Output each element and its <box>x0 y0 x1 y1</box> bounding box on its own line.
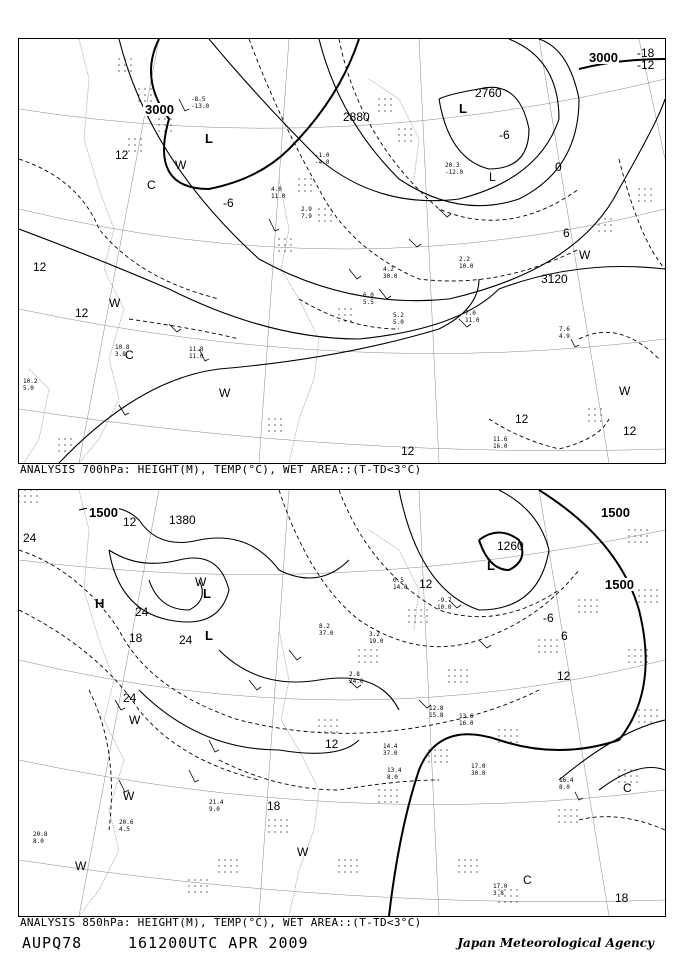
station-temp: 2.9 <box>301 206 312 213</box>
low-center: L <box>459 101 467 116</box>
station-plot <box>445 162 463 176</box>
station-plot <box>559 777 574 791</box>
station-plot <box>119 819 134 833</box>
station-temp: 21.4 <box>209 799 224 806</box>
valid-time: 161200UTC APR 2009 <box>128 934 309 952</box>
station-plot <box>349 671 364 685</box>
warm-center: W <box>75 859 87 873</box>
station-temp: -1.0 <box>315 152 330 159</box>
station-dewpoint: 4.9 <box>559 333 570 340</box>
isotherm-label: 12 <box>75 306 89 320</box>
height-labels <box>143 50 619 286</box>
cold-center: C <box>125 348 134 362</box>
station-temp: -8.5 <box>191 96 206 103</box>
station-temp: 2.2 <box>459 256 470 263</box>
station-temp: 2.8 <box>349 671 360 678</box>
station-dewpoint: 10.0 <box>459 263 474 270</box>
station-dewpoint: 8.0 <box>387 774 398 781</box>
height-label: 2880 <box>343 110 370 124</box>
station-temp: 5.2 <box>393 312 404 319</box>
station-dewpoint: 9.0 <box>209 806 220 813</box>
station-temp: 3.2 <box>369 631 380 638</box>
height-label: 3120 <box>541 272 568 286</box>
isotherm-label: -6 <box>499 128 510 142</box>
station-dewpoint: 16.0 <box>493 443 508 450</box>
station-plot <box>459 256 474 270</box>
isotherm-label: 12 <box>401 444 415 458</box>
warm-center: W <box>579 248 591 262</box>
pressure-centers <box>75 558 632 887</box>
station-plot <box>393 312 404 326</box>
isotherm-label: 12 <box>557 669 571 683</box>
station-temp: 20.3 <box>445 162 460 169</box>
station-plot <box>189 346 204 360</box>
station-temp: 14.4 <box>383 743 398 750</box>
station-plot <box>191 96 209 110</box>
station-temp: 7.0 <box>465 310 476 317</box>
station-plot <box>369 631 384 645</box>
station-dewpoint: 30.0 <box>471 770 486 777</box>
station-plot <box>271 186 286 200</box>
isotherm-label: 12 <box>419 577 433 591</box>
cold-center: C <box>623 781 632 795</box>
station-plot <box>33 831 48 845</box>
station-plot <box>301 206 312 220</box>
station-dewpoint: 5.0 <box>393 319 404 326</box>
station-temp: 20.6 <box>119 819 134 826</box>
cold-center: C <box>523 873 532 887</box>
station-plot <box>493 436 508 450</box>
isotherm-label: 18 <box>615 891 629 905</box>
station-temp: 6.0 <box>363 292 374 299</box>
station-dewpoint: 37.0 <box>319 630 334 637</box>
station-dewpoint: 7.9 <box>301 213 312 220</box>
height-label: 1380 <box>169 513 196 527</box>
warm-center: W <box>219 386 231 400</box>
warm-center: W <box>175 158 187 172</box>
isotherm-label: 12 <box>325 737 339 751</box>
isotherm-label: -18 <box>637 46 655 60</box>
station-dewpoint: 11.0 <box>271 193 286 200</box>
low-center: L <box>487 558 495 573</box>
isotherm-labels <box>33 46 655 458</box>
station-temp: 13.6 <box>459 713 474 720</box>
caption-850hpa: ANALYSIS 850hPa: HEIGHT(M), TEMP(°C), WET AREA::(T-TD<3°C) <box>20 916 422 929</box>
isotherm-label: 12 <box>115 148 129 162</box>
low-center: L <box>489 170 496 184</box>
bulletin-code: AUPQ78 <box>22 934 83 952</box>
station-temp: 11.8 <box>189 346 204 353</box>
station-temp: 16.4 <box>559 777 574 784</box>
chart-700hpa <box>18 38 666 464</box>
isotherm-label: 24 <box>135 605 149 619</box>
map-700hpa <box>19 39 665 463</box>
station-temp: -9.7 <box>437 597 452 604</box>
height-label: 1260 <box>497 539 524 553</box>
station-dewpoint: 19.0 <box>369 638 384 645</box>
low-center: L <box>203 586 211 601</box>
agency-name: Japan Meteorological Agency <box>457 936 654 950</box>
station-plot <box>429 705 444 719</box>
isotherm-label: 24 <box>123 691 137 705</box>
station-temp: 20.8 <box>33 831 48 838</box>
station-temp: 10.2 <box>23 378 38 385</box>
isotherm-label: 0 <box>555 160 562 174</box>
station-plot <box>465 310 480 324</box>
station-plot <box>383 743 398 757</box>
station-dewpoint: 8.0 <box>33 838 44 845</box>
station-temp: 13.4 <box>387 767 402 774</box>
warm-center: W <box>195 575 207 589</box>
station-plot <box>437 597 452 611</box>
station-temp: 7.6 <box>559 326 570 333</box>
isotherm-label: -6 <box>543 611 554 625</box>
isotherm-label: 12 <box>515 412 529 426</box>
isotherm-label: 12 <box>123 515 137 529</box>
station-plot <box>363 292 374 306</box>
station-dewpoint: 24.0 <box>349 678 364 685</box>
warm-center: W <box>109 296 121 310</box>
station-dewpoint: 5.5 <box>363 299 374 306</box>
station-temp: 8.2 <box>319 623 330 630</box>
height-label: 1500 <box>605 577 634 592</box>
station-dewpoint: 5.0 <box>23 385 34 392</box>
wind-barbs <box>119 99 579 415</box>
graticule <box>19 39 665 463</box>
isotherm-label: 24 <box>23 531 37 545</box>
isotherm-label: 24 <box>179 633 193 647</box>
station-dewpoint: 3.8 <box>115 351 126 358</box>
station-temp: 0.5 <box>393 577 404 584</box>
station-temp: 11.6 <box>493 436 508 443</box>
isotherm-labels <box>23 515 629 905</box>
station-dewpoint: 10.0 <box>437 604 452 611</box>
isotherm-label: -6 <box>223 196 234 210</box>
low-center: L <box>205 131 213 146</box>
station-plot <box>315 152 330 166</box>
station-temp: 17.0 <box>493 883 508 890</box>
cold-center: C <box>147 178 156 192</box>
high-center: H <box>95 596 105 611</box>
caption-700hpa: ANALYSIS 700hPa: HEIGHT(M), TEMP(°C), WET AREA::(T-TD<3°C) <box>20 463 422 476</box>
station-dewpoint: 16.0 <box>459 720 474 727</box>
station-dewpoint: 3.8 <box>493 890 504 897</box>
station-dewpoint: 14.0 <box>393 584 408 591</box>
station-plot <box>559 326 570 340</box>
isotherm-label: 18 <box>267 799 281 813</box>
height-label: 3000 <box>589 50 618 65</box>
station-dewpoint: 11.0 <box>189 353 204 360</box>
height-label: 3000 <box>145 102 174 117</box>
station-dewpoint: 30.0 <box>383 273 398 280</box>
station-dewpoint: -12.0 <box>445 169 464 176</box>
station-temp: 12.8 <box>429 705 444 712</box>
station-dewpoint: 15.8 <box>429 712 444 719</box>
isotherm-label: 6 <box>563 226 570 240</box>
station-plots <box>23 96 570 450</box>
isotherm-label: -12 <box>637 58 655 72</box>
warm-center: W <box>297 845 309 859</box>
station-plot <box>209 799 224 813</box>
height-contours <box>19 39 665 463</box>
station-plot <box>393 577 408 591</box>
station-plot <box>387 767 402 781</box>
station-dewpoint: 11.0 <box>465 317 480 324</box>
height-label: 1500 <box>89 505 118 520</box>
station-temp: 10.8 <box>115 344 130 351</box>
station-dewpoint: 37.0 <box>383 750 398 757</box>
height-label: 1500 <box>601 505 630 520</box>
warm-center: W <box>123 789 135 803</box>
station-plot <box>319 623 334 637</box>
warm-center: W <box>619 384 631 398</box>
station-plot <box>23 378 38 392</box>
wet-area <box>19 490 658 903</box>
station-dewpoint: -13.0 <box>191 103 210 110</box>
station-dewpoint: -4.0 <box>315 159 330 166</box>
station-temp: 4.0 <box>271 186 282 193</box>
map-850hpa <box>19 490 665 916</box>
station-plot <box>383 266 398 280</box>
isotherm-label: 6 <box>561 629 568 643</box>
low-center: L <box>205 628 213 643</box>
height-contours <box>79 490 665 916</box>
station-dewpoint: 4.5 <box>119 826 130 833</box>
isotherm-label: 12 <box>33 260 47 274</box>
station-plot <box>459 713 474 727</box>
chart-850hpa <box>18 489 666 917</box>
station-dewpoint: 8.0 <box>559 784 570 791</box>
station-plot <box>471 763 486 777</box>
isotherm-label: 12 <box>623 424 637 438</box>
station-plot <box>493 883 508 897</box>
height-labels <box>87 505 635 592</box>
station-temp: 17.0 <box>471 763 486 770</box>
isotherm-label: 18 <box>129 631 143 645</box>
station-temp: 4.2 <box>383 266 394 273</box>
height-label: 2760 <box>475 86 502 100</box>
warm-center: W <box>129 713 141 727</box>
